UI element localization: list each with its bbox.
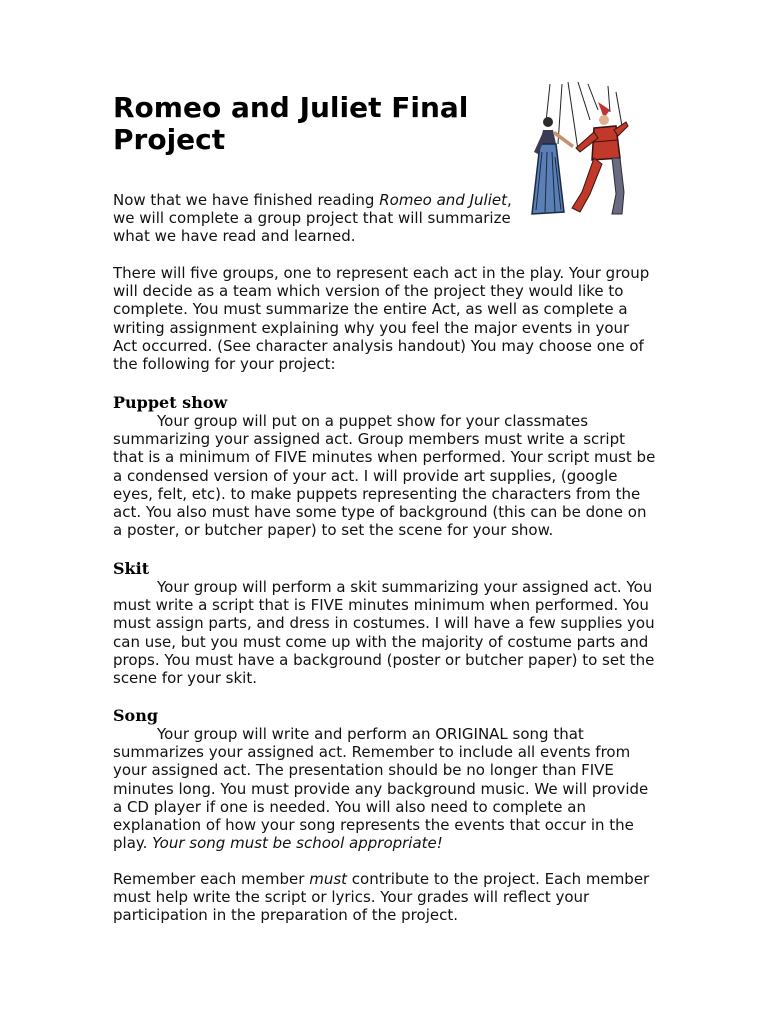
section-heading-song: Song — [113, 706, 159, 725]
closing-paragraph — [113, 870, 658, 925]
closing-emphasis: must — [309, 870, 348, 888]
section-heading-skit: Skit — [113, 559, 150, 578]
section-body-song-text: Your group will write and perform an ORIGINAL song that summarizes your assigned act. Remember to include all events from your assigned act. The presentation should be no longer than FIVE minutes long. You must provide any background music. We will provide a CD player if one is needed. You will also need to complete an explanation of how your song represents the events that occur in the play. — [113, 725, 649, 853]
section-body-song-note: Your song must be school appropriate! — [152, 834, 443, 853]
groups-paragraph: There will five groups, one to represent each act in the play. Your group will decide as a team which version of the project they would like to complete. You must summarize the entire Act, as well as complete a writing assignment explaining why you feel the major events in your Act occurred. (See character analysis handout) You may choose one of the following for your project: — [113, 264, 650, 374]
intro-paragraph — [113, 191, 518, 246]
closing-text-start: Remember each member — [113, 870, 310, 888]
section-heading-puppet-show: Puppet show — [113, 393, 228, 412]
section-body-song — [113, 725, 658, 852]
section-body-skit-text: Your group will perform a skit summarizing your assigned act. You must write a script that is FIVE minutes minimum when performed. You must assign parts, and dress in costumes. I will have a few supplies you can use, but you must come up with the majority of costume parts and props. You must have a background (poster or butcher paper) to set the scene for your skit. — [113, 578, 655, 688]
intro-text-start: Now that we have finished reading — [113, 191, 380, 209]
intro-play-title: Romeo and Juliet — [379, 191, 507, 209]
section-body-skit — [113, 578, 658, 687]
section-body-puppet-show — [113, 412, 658, 539]
page-title: Romeo and Juliet Final Project — [113, 91, 469, 156]
section-body-puppet-show-text: Your group will put on a puppet show for your classmates summarizing your assigned act. Group members must write a script that is a minimum of FIVE minutes when performed. Your script must be a condensed version of your act. I will provide art supplies, (google eyes, felt, etc). to make puppets representing the characters from the act. You also must have some type of background (this can be done on a poster, or butcher paper) to set the scene for your show. — [113, 412, 656, 540]
marionette-puppets-clipart — [528, 82, 638, 222]
intro-text-end: , we will complete a group project that will summarize what we have read and learned. — [113, 191, 512, 246]
closing-text-end: contribute to the project. Each member must help write the script or lyrics. Your grades will reflect your participation in the preparation of the project. — [113, 870, 650, 925]
